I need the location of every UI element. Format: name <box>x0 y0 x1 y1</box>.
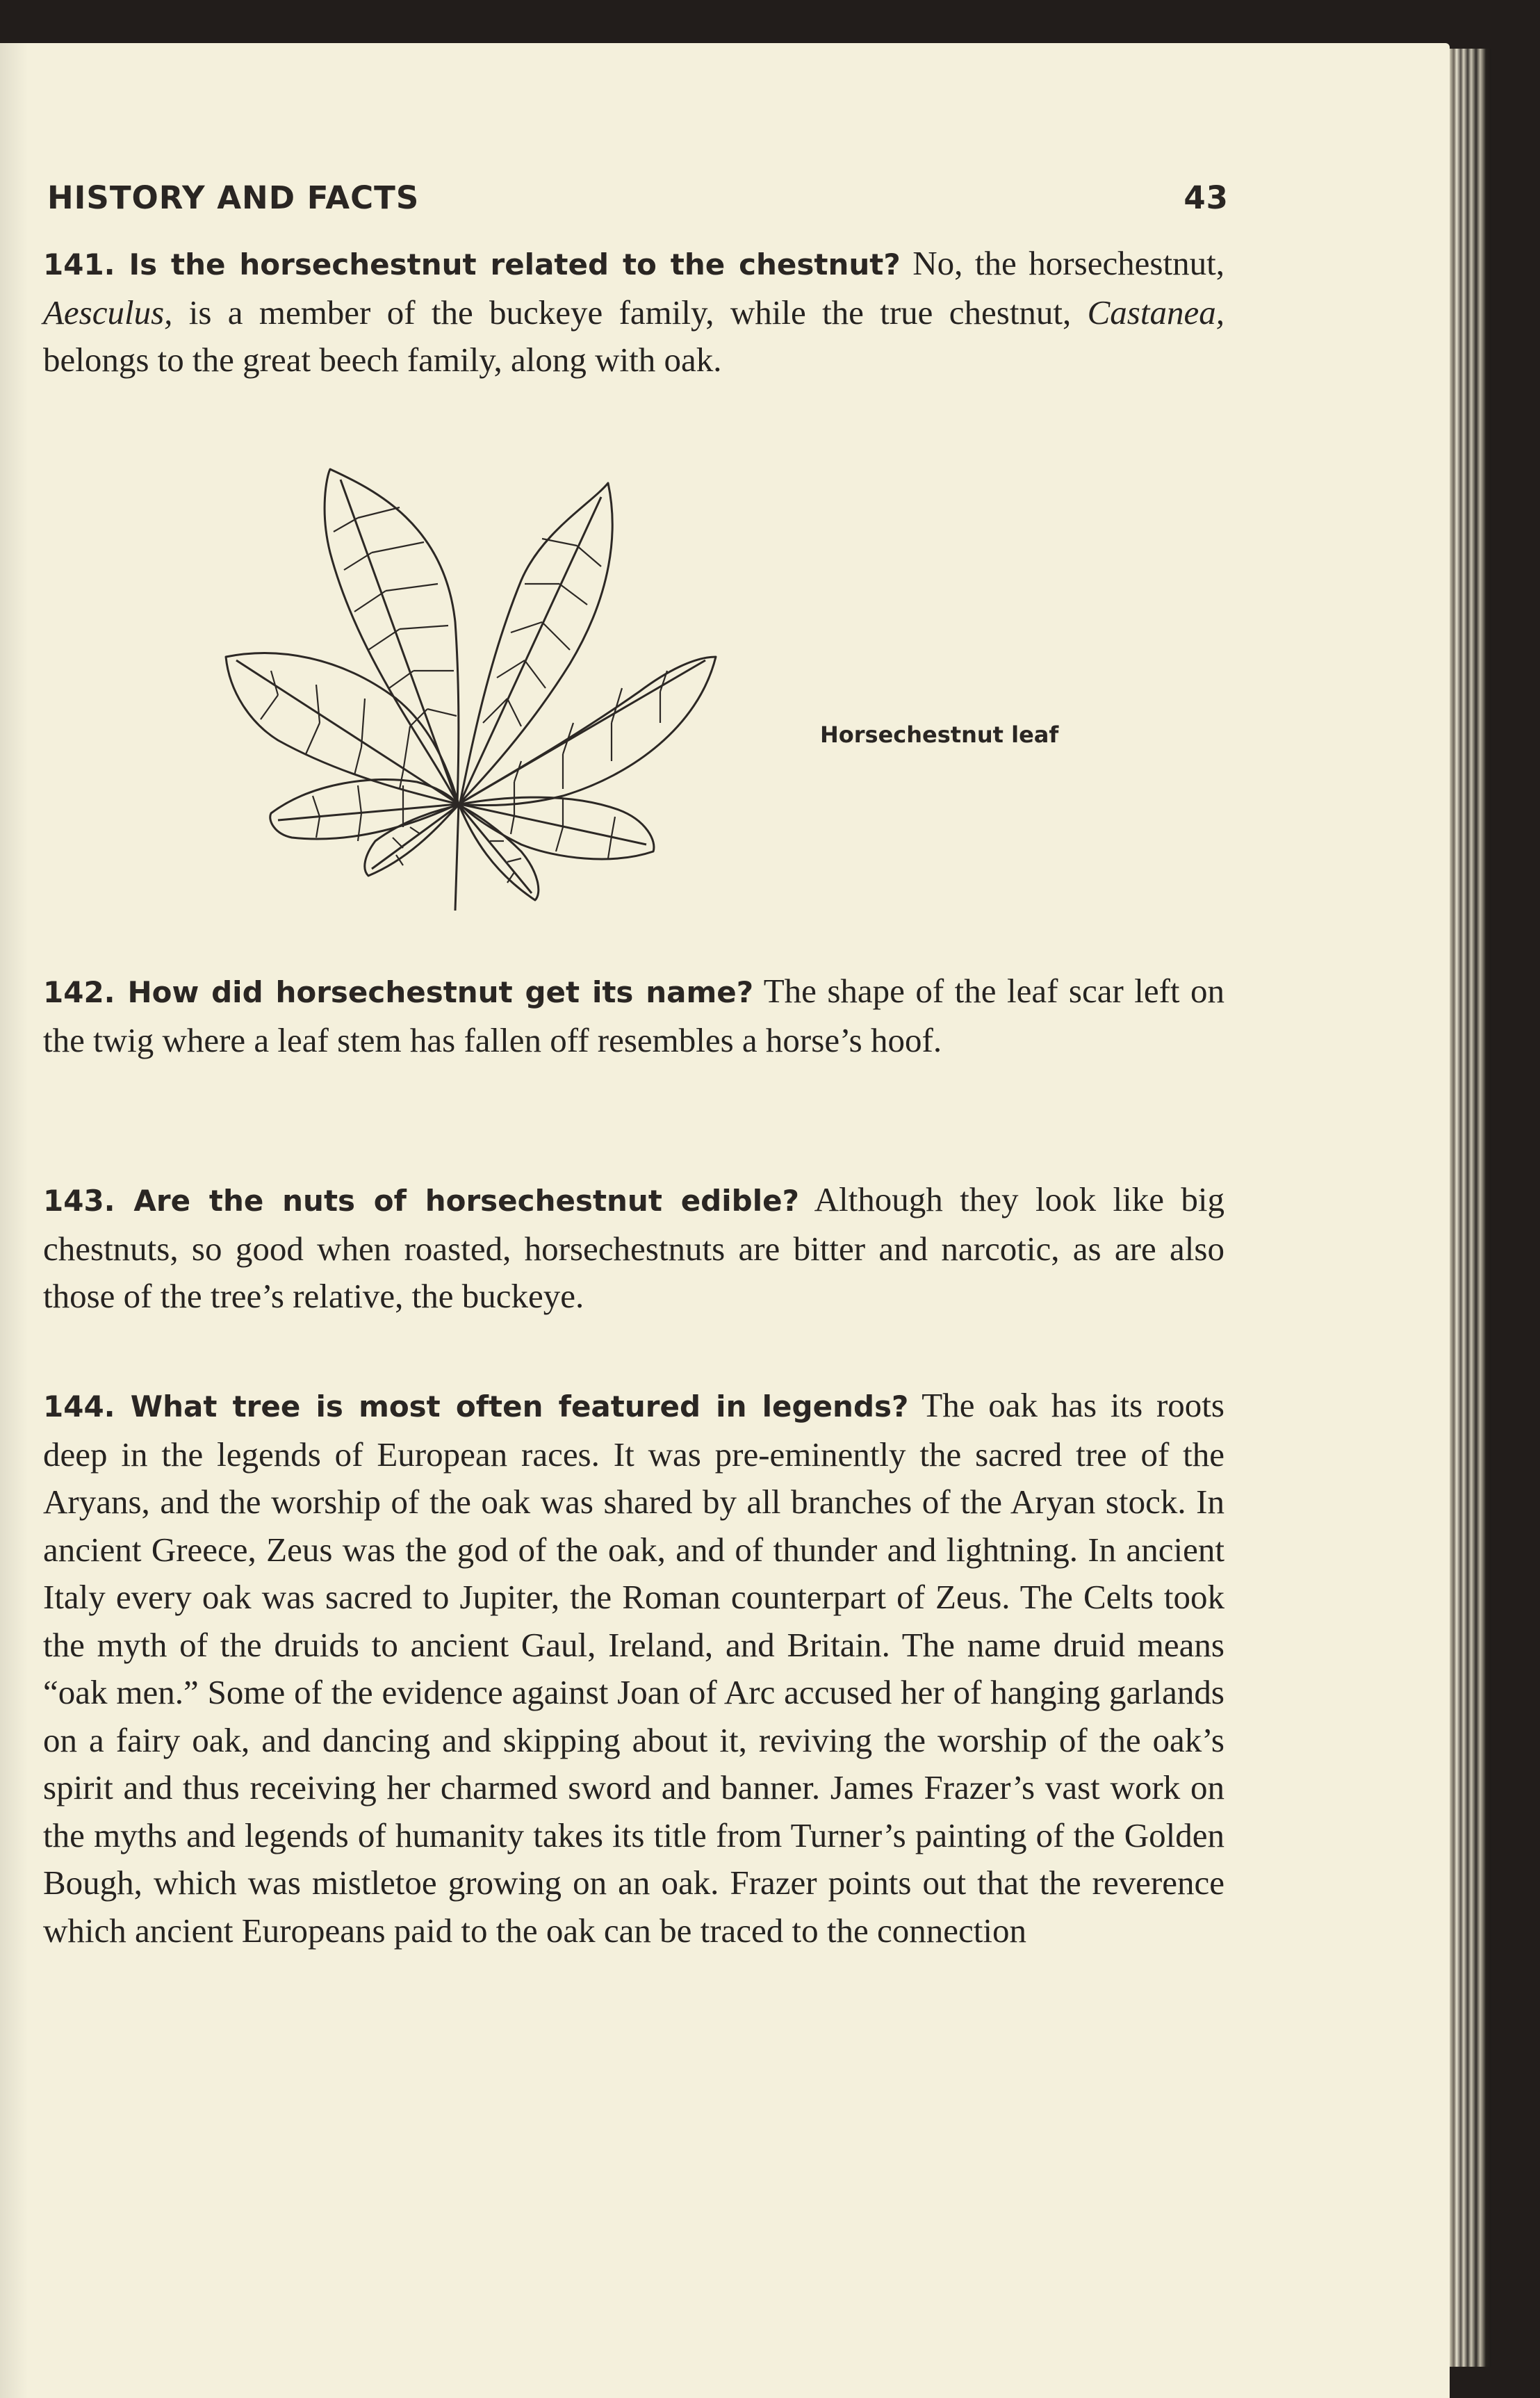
entry-141 <box>43 240 1224 384</box>
question-141: 141. Is the horsechestnut related to the chestnut? <box>43 247 901 282</box>
spine-shadow <box>0 43 28 2398</box>
entry-142 <box>43 968 1224 1064</box>
horsechestnut-leaf-icon <box>215 448 730 921</box>
answer-144: The oak has its roots deep in the legends of European races. It was pre-eminently the sacred tree of the Aryans, and the worship of the oak was shared by all branches of the Aryan stock. In ancient Greece, Zeus was the god of the oak, and of thunder and lightning. In ancient Italy every oak was sacred to Jupiter, the Roman counterpart of Zeus. The Celts took the myth of the druids to ancient Gaul, Ireland, and Britain. The name druid means “oak men.” Some of the evidence against Joan of Arc accused her of hanging garlands on a fairy oak, and dancing and skipping about it, reviving the worship of the oak’s spirit and thus receiving her charmed sword and banner. James Frazer’s vast work on the myths and legends of humanity takes its title from Turner’s painting of the Golden Bough, which was mistletoe growing on an oak. Frazer points out that the reverence which ancient Europeans paid to the oak can be traced to the connection <box>43 1386 1224 1950</box>
question-142: 142. How did horsechestnut get its name? <box>43 975 754 1009</box>
answer-142: The shape of the leaf scar left on the twig where a leaf stem has fallen off resembles a horse’s hoof. <box>43 972 1224 1059</box>
answer-143: Although they look like big chestnuts, so good when roasted, horsechestnuts are bitter and narcotic, as are also those of the tree’s relative, the buckeye. <box>43 1180 1224 1315</box>
page-header <box>47 179 1229 228</box>
answer-141-part-1: No, the horsechestnut, <box>900 244 1224 282</box>
question-144: 144. What tree is most often featured in legends? <box>43 1389 909 1424</box>
figure-caption: Horsechestnut leaf <box>820 721 1059 748</box>
running-title: HISTORY AND FACTS <box>47 179 420 216</box>
page-number: 43 <box>1183 179 1229 216</box>
genus-castanea: Castanea, <box>1087 293 1224 332</box>
question-143: 143. Are the nuts of horsechestnut edible? <box>43 1184 799 1218</box>
answer-141-part-2: is a member of the buckeye family, while the true chestnut, <box>172 293 1088 332</box>
page-edges <box>1450 49 1491 2367</box>
answer-141-part-3: belongs to the great beech family, along with oak. <box>43 341 722 379</box>
entry-143 <box>43 1176 1224 1321</box>
genus-aesculus: Aesculus, <box>43 293 173 332</box>
horsechestnut-leaf-figure <box>215 448 730 921</box>
entry-144 <box>43 1382 1224 1955</box>
